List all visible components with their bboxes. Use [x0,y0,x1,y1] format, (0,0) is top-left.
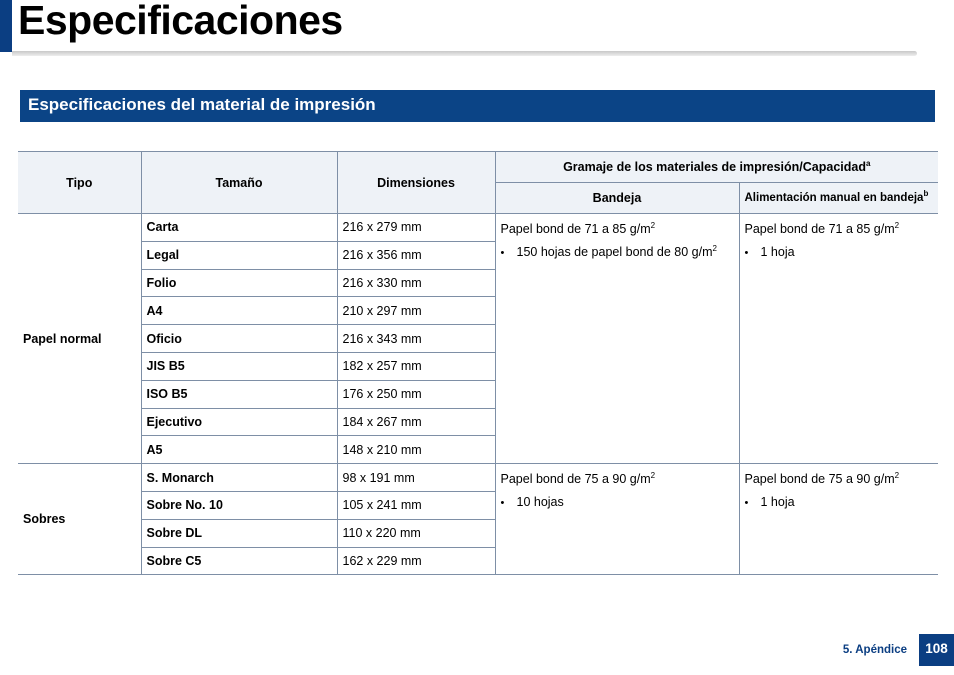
capacity-value: 1 hoja [760,495,795,510]
page-number: 108 [919,634,954,666]
weight-value: Papel bond de 75 a 90 g/m [500,472,651,487]
superscript: 2 [650,220,656,230]
weight-text [745,221,934,237]
capacity-value: 150 hojas de papel bond de 80 g/m [516,245,713,259]
media-type: Sobres [18,464,141,575]
paper-size: Oficio [141,325,337,353]
table-row [18,464,938,492]
capacity-bullet [745,494,934,511]
footnote-a: a [865,158,871,168]
superscript: 2 [650,471,656,481]
paper-size: A5 [141,436,337,464]
paper-dimensions: 98 x 191 mm [337,464,495,492]
paper-dimensions: 216 x 279 mm [337,214,495,242]
table-body [18,214,938,575]
page-title: Especificaciones [18,0,343,43]
capacity-text [761,494,795,510]
paper-dimensions: 216 x 343 mm [337,325,495,353]
header-tipo: Tipo [18,152,141,214]
paper-size: JIS B5 [141,352,337,380]
spec-table [18,151,938,575]
capacity-bullet [501,494,734,511]
media-type: Papel normal [18,214,141,464]
manual-capacity-cell [739,464,938,575]
capacity-value: 1 hoja [760,245,795,259]
weight-value: Papel bond de 71 a 85 g/m [500,222,651,236]
paper-dimensions: 216 x 356 mm [337,241,495,269]
table-row [18,214,938,242]
superscript: 2 [894,471,900,481]
bullet-icon: • [500,247,505,259]
title-divider [12,51,917,56]
paper-size: Sobre No. 10 [141,491,337,519]
tray-capacity-cell [495,214,739,464]
footer-chapter: 5. Apéndice [842,644,907,656]
paper-dimensions: 210 x 297 mm [337,297,495,325]
bullet-icon: • [744,497,749,510]
paper-size: Sobre C5 [141,547,337,575]
paper-dimensions: 216 x 330 mm [337,269,495,297]
manual-capacity-cell [739,214,938,464]
weight-value: Papel bond de 75 a 90 g/m [744,472,895,487]
header-manual-label: Alimentación manual en bandeja [744,192,924,204]
paper-size: A4 [141,297,337,325]
weight-text [501,221,734,237]
paper-size: Folio [141,269,337,297]
weight-text [501,471,734,487]
title-accent-bar [0,0,12,52]
section-title: Especificaciones del material de impresión [28,95,376,114]
paper-dimensions: 105 x 241 mm [337,491,495,519]
header-tamano: Tamaño [141,152,337,214]
header-dimensiones: Dimensiones [337,152,495,214]
tray-capacity-cell [495,464,739,575]
bullet-icon: • [500,497,505,510]
paper-size: Legal [141,241,337,269]
section-header [20,90,935,122]
footnote-b: b [923,189,929,199]
header-manual [739,183,938,214]
header-bandeja: Bandeja [495,183,739,214]
superscript: 2 [712,243,717,253]
paper-dimensions: 176 x 250 mm [337,380,495,408]
paper-dimensions: 182 x 257 mm [337,352,495,380]
header-gramaje [495,152,938,183]
paper-dimensions: 162 x 229 mm [337,547,495,575]
capacity-value: 10 hojas [516,495,564,510]
capacity-text [761,244,795,260]
paper-size: Sobre DL [141,519,337,547]
paper-size: S. Monarch [141,464,337,492]
weight-text [745,471,934,487]
paper-size: ISO B5 [141,380,337,408]
bullet-icon: • [744,247,749,259]
capacity-bullet [745,244,934,261]
header-gramaje-label: Gramaje de los materiales de impresión/Capacidad [563,160,866,174]
paper-size: Ejecutivo [141,408,337,436]
superscript: 2 [894,220,900,230]
paper-dimensions: 148 x 210 mm [337,436,495,464]
paper-dimensions: 184 x 267 mm [337,408,495,436]
paper-dimensions: 110 x 220 mm [337,519,495,547]
paper-size: Carta [141,214,337,242]
capacity-text [517,244,717,260]
capacity-text [517,494,564,510]
capacity-bullet [501,244,734,261]
weight-value: Papel bond de 71 a 85 g/m [744,222,895,236]
